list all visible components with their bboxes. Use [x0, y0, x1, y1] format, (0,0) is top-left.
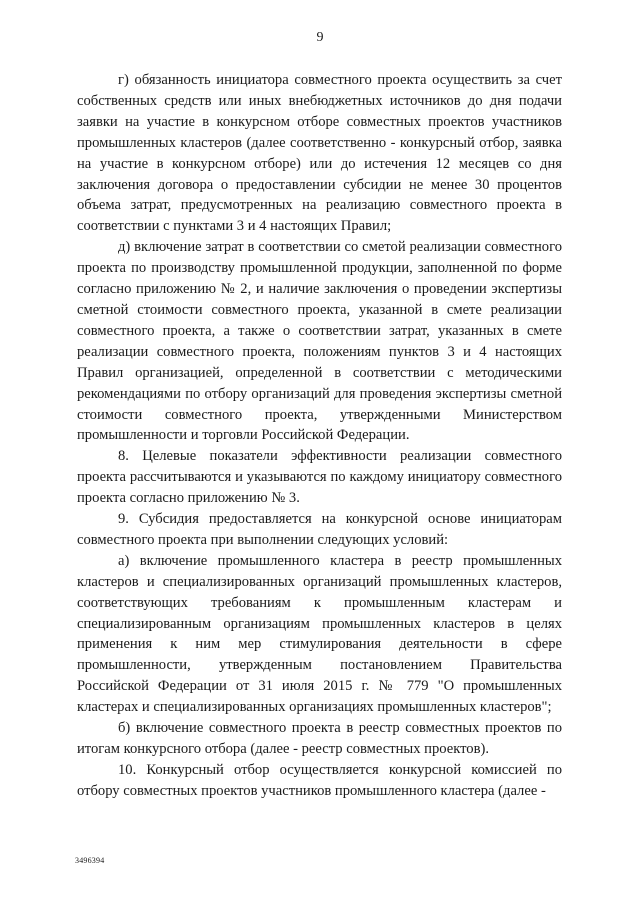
paragraph-d-cost-inclusion: д) включение затрат в соответствии со сметой реализации совместного проекта по производству промышленной продукции, заполненной по форме согласно приложению № 2, и наличие заключения о проведении экспертизы сметной стоимости совместного проекта, указанной в смете реализации совместного проекта, а также о соответствии затрат, указанных в смете реализации совместного проекта, положениям пунктов 3 и 4 настоящих Правил организацией, определенной в соответствии с методическими рекомендациями по отбору организаций для проведения экспертизы сметной стоимости совместного проекта, утвержденными Министерством промышленности и торговли Российской Федерации.: [77, 239, 562, 444]
paragraph-10-competition-commission: 10. Конкурсный отбор осуществляется конкурсной комиссией по отбору совместных проектов участников промышленного кластера (далее -: [77, 761, 562, 799]
document-body: [77, 70, 562, 802]
paragraph-8-target-indicators: 8. Целевые показатели эффективности реализации совместного проекта рассчитываются и указываются по каждому инициатору совместного проекта согласно приложению № 3.: [77, 448, 562, 507]
page-number: 9: [316, 30, 324, 45]
paragraph-a-cluster-registry: а) включение промышленного кластера в реестр промышленных кластеров и специализированных организаций промышленных кластеров, соответствующих требованиям к промышленным кластерам и специализированным организациям промышленных кластеров в целях применения к ним мер стимулирования деятельности в сфере промышленности, утвержденным постановлением Правительства Российской Федерации от 31 июля 2015 г. № 779 "О промышленных кластерах и специализированных организациях промышленных кластеров";: [77, 552, 562, 716]
paragraph-g-obligation: г) обязанность инициатора совместного проекта осуществить за счет собственных средств или иных внебюджетных источников до дня подачи заявки на участие в конкурсном отборе совместных проектов участников промышленных кластеров (далее соответственно - конкурсный отбор, заявка на участие в конкурсном отборе) или до истечения 12 месяцев со дня заключения договора о предоставлении субсидии не менее 30 процентов объема затрат, предусмотренных на реализацию совместного проекта в соответствии с пунктами 3 и 4 настоящих Правил;: [77, 72, 562, 235]
paragraph-9-subsidy-conditions: 9. Субсидия предоставляется на конкурсной основе инициаторам совместного проекта при выполнении следующих условий:: [77, 511, 562, 548]
document-id: 3496394: [75, 856, 105, 865]
paragraph-b-project-registry: б) включение совместного проекта в реестр совместных проектов по итогам конкурсного отбора (далее - реестр совместных проектов).: [77, 720, 562, 757]
